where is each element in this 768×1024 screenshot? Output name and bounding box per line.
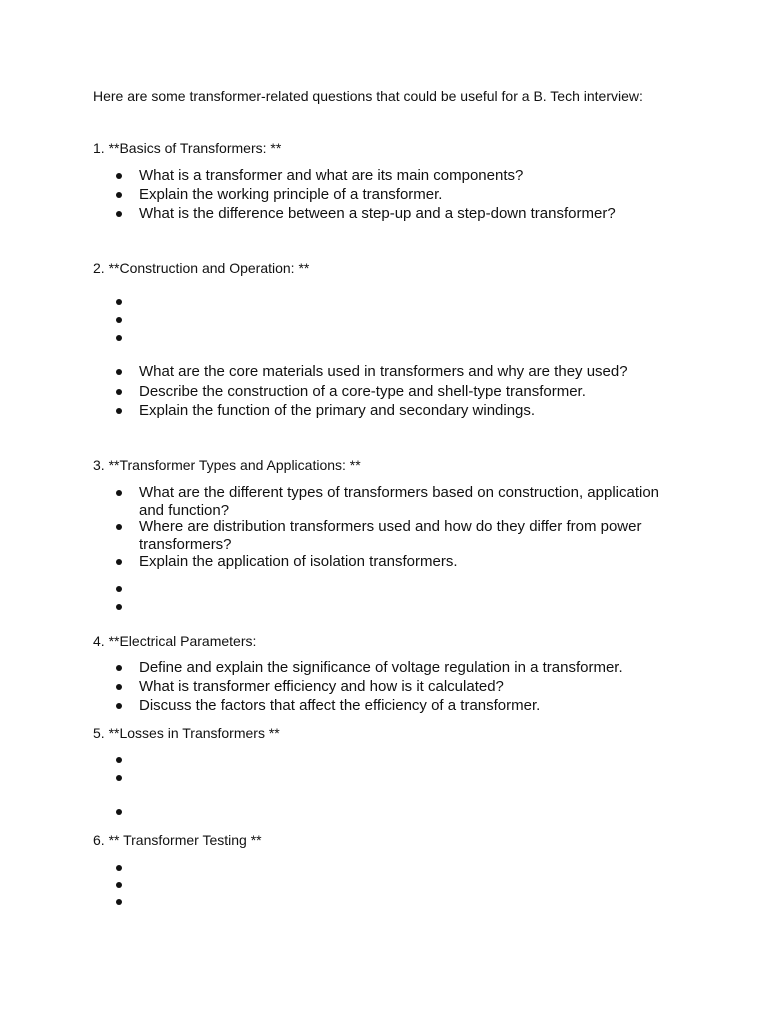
bullet-icon xyxy=(116,389,122,395)
list-item: Where are distribution transformers used and how do they differ from power transformers? xyxy=(139,518,642,553)
bullet-icon xyxy=(116,882,122,888)
bullet-icon xyxy=(116,604,122,610)
section-heading-construction: 2. **Construction and Operation: ** xyxy=(93,260,310,276)
list-item: What are the core materials used in transformers and why are they used? xyxy=(139,363,628,380)
list-item: Define and explain the significance of voltage regulation in a transformer. xyxy=(139,659,623,676)
bullet-icon xyxy=(116,192,122,198)
list-item: Discuss the factors that affect the efficiency of a transformer. xyxy=(139,697,541,714)
bullet-icon xyxy=(116,408,122,414)
bullet-icon xyxy=(116,299,122,305)
bullet-icon xyxy=(116,559,122,565)
section-heading-types: 3. **Transformer Types and Applications: ** xyxy=(93,457,361,473)
bullet-icon xyxy=(116,865,122,871)
bullet-icon xyxy=(116,173,122,179)
bullet-icon xyxy=(116,899,122,905)
bullet-icon xyxy=(116,335,122,341)
list-item: What is the difference between a step-up and a step-down transformer? xyxy=(139,205,616,222)
bullet-icon xyxy=(116,775,122,781)
bullet-icon xyxy=(116,524,122,530)
intro-text: Here are some transformer-related questions that could be useful for a B. Tech interview: xyxy=(93,88,643,104)
list-item: Explain the working principle of a transformer. xyxy=(139,186,443,203)
list-item: What is a transformer and what are its main components? xyxy=(139,167,524,184)
section-heading-losses: 5. **Losses in Transformers ** xyxy=(93,725,280,741)
section-heading-parameters: 4. **Electrical Parameters: xyxy=(93,633,257,649)
list-item: What are the different types of transformers based on construction, application and function? xyxy=(139,484,660,519)
bullet-icon xyxy=(116,369,122,375)
bullet-icon xyxy=(116,317,122,323)
list-item: What is transformer efficiency and how is it calculated? xyxy=(139,678,504,695)
list-item: Explain the application of isolation transformers. xyxy=(139,553,458,570)
bullet-icon xyxy=(116,211,122,217)
list-item: Describe the construction of a core-type and shell-type transformer. xyxy=(139,383,586,400)
bullet-icon xyxy=(116,490,122,496)
bullet-icon xyxy=(116,703,122,709)
bullet-icon xyxy=(116,684,122,690)
bullet-icon xyxy=(116,586,122,592)
bullet-icon xyxy=(116,665,122,671)
bullet-icon xyxy=(116,757,122,763)
list-item: Explain the function of the primary and secondary windings. xyxy=(139,402,536,419)
section-heading-testing: 6. ** Transformer Testing ** xyxy=(93,832,262,848)
section-heading-basics: 1. **Basics of Transformers: ** xyxy=(93,140,282,156)
bullet-icon xyxy=(116,809,122,815)
